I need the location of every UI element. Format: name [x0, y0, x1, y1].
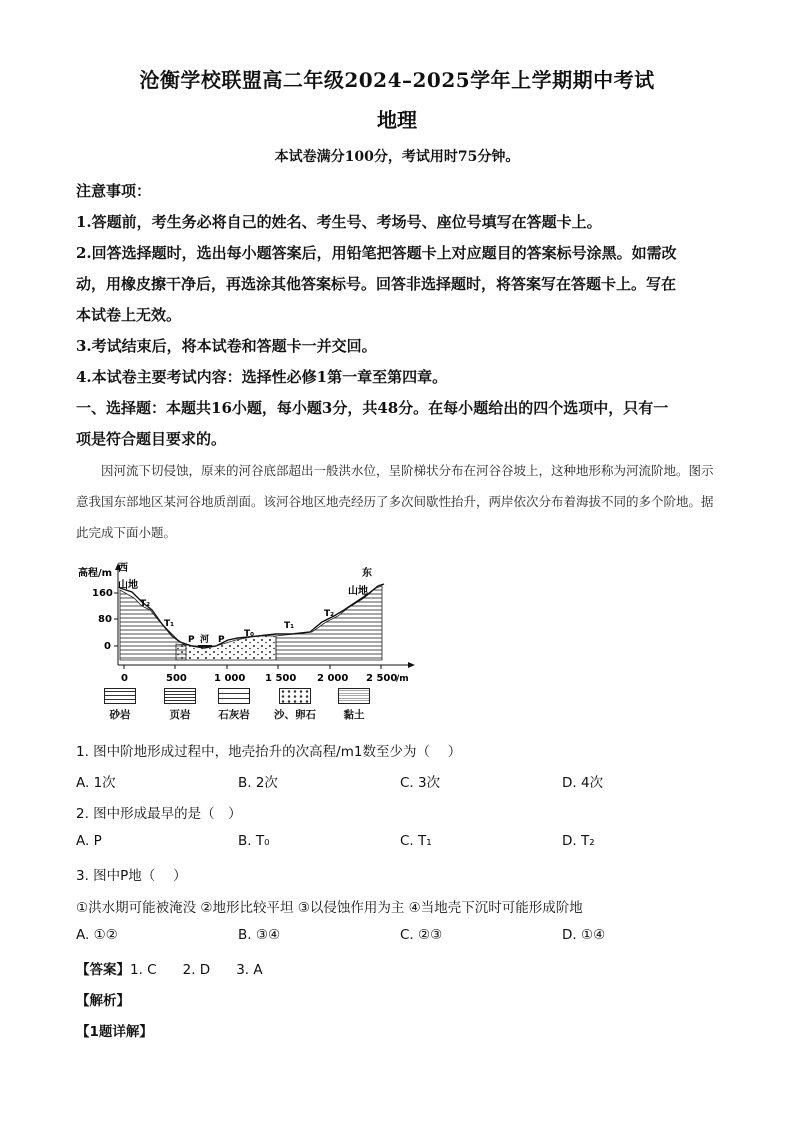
answer-2: 2. D — [182, 962, 211, 978]
q1-option-a: A. 1次 — [76, 775, 116, 791]
passage: 因河流下切侵蚀，原来的河谷底部超出一般洪水位，呈阶梯状分布在河谷谷坡上，这种地形称为河流阶地。图示意我国东部地区某河谷地质剖面。该河谷地区地壳经历了多次间歇性抬升，两岸依次分布着海拔不同的多个阶地。据此完成下面小题。 — [76, 463, 714, 540]
limestone-swatch — [218, 688, 250, 704]
answer-label: 【答案】 — [76, 962, 130, 978]
q3-option-d: D. ①④ — [562, 927, 606, 943]
x-tick-1000: 1 000 — [214, 673, 246, 684]
y-tick-80: 80 — [98, 614, 112, 625]
exam-title: 沧衡学校联盟高二年级2024–2025学年上学期期中考试 — [139, 68, 655, 92]
terrace-t2-left: T₂ — [140, 599, 151, 609]
q2-option-b: B. T₀ — [238, 833, 270, 849]
river-label: 河 — [200, 635, 210, 645]
y-axis-label: 高程/m — [78, 568, 113, 579]
answer-1: 1. C — [130, 962, 157, 978]
legend-gravel: 沙、卵石 — [274, 688, 316, 722]
q3-option-b: B. ③④ — [238, 927, 281, 943]
q2-option-d: D. T₂ — [562, 833, 595, 849]
east-label: 东 — [362, 568, 372, 579]
legend-clay: 黏土 — [338, 688, 370, 722]
x-tick-2500: 2 500 — [366, 673, 398, 684]
x-axis-unit: /m — [396, 674, 409, 684]
q1-option-b: B. 2次 — [238, 775, 278, 791]
exam-info: 本试卷满分100分，考试用时75分钟。 — [274, 149, 520, 165]
x-tick-2000: 2 000 — [317, 673, 349, 684]
question-1-stem: 1. 图中阶地形成过程中，地壳抬升的次高程/m1数至少为（ ） — [76, 744, 462, 760]
terrace-t2-right: T₂ — [324, 609, 335, 619]
notice-item-2-cont: 动，用橡皮擦干净后，再选涂其他答案标号。回答非选择题时，将答案写在答题卡上。写在 — [76, 275, 677, 293]
p-left-label: P — [188, 635, 195, 645]
legend-sandstone: 砂岩 — [104, 688, 136, 722]
y-tick-0: 0 — [104, 641, 111, 652]
terrace-t0: T₀ — [244, 629, 255, 639]
question-2-stem: 2. 图中形成最早的是（ ） — [76, 806, 242, 822]
terrace-t1-left: T₁ — [164, 619, 175, 629]
detail-label: 【1题详解】 — [76, 1024, 153, 1040]
notice-item-1: 1.答题前，考生务必将自己的姓名、考生号、考场号、座位号填写在答题卡上。 — [76, 213, 602, 231]
right-mountain-label: 山地 — [348, 586, 368, 597]
question-3-statements: ①洪水期可能被淹没 ②地形比较平坦 ③以侵蚀作用为主 ④当地壳下沉时可能形成阶地 — [76, 900, 583, 916]
left-mountain-label: 山地 — [118, 580, 138, 591]
section-heading: 一、选择题：本题共16小题，每小题3分，共48分。在每小题给出的四个选项中，只有一 — [76, 399, 669, 417]
answer-3: 3. A — [236, 962, 263, 978]
notice-item-3: 3.考试结束后，将本试卷和答题卡一并交回。 — [76, 337, 377, 355]
notice-item-4: 4.本试卷主要考试内容：选择性必修1第一章至第四章。 — [76, 368, 448, 386]
question-3-stem: 3. 图中P地（ ） — [76, 868, 187, 884]
p-right-label: P — [218, 635, 225, 645]
legend-shale: 页岩 — [164, 688, 196, 722]
clay-swatch — [338, 688, 370, 704]
analysis-label: 【解析】 — [76, 993, 130, 1009]
x-tick-0: 0 — [121, 673, 128, 684]
q3-option-a: A. ①② — [76, 927, 118, 943]
notice-item-2: 2.回答选择题时，选出每小题答案后，用铅笔把答题卡上对应题目的答案标号涂黑。如需改 — [76, 244, 677, 262]
west-label: 西 — [118, 563, 128, 574]
notice-heading: 注意事项： — [76, 182, 152, 200]
x-tick-500: 500 — [166, 673, 187, 684]
q2-option-a: A. P — [76, 833, 102, 849]
q2-option-c: C. T₁ — [400, 833, 432, 849]
section-heading-cont: 项是符合题目要求的。 — [76, 430, 227, 448]
terrace-t1-right: T₁ — [284, 621, 295, 631]
subject-title: 地理 — [377, 108, 417, 132]
gravel-swatch — [279, 688, 311, 704]
q1-option-d: D. 4次 — [562, 775, 604, 791]
x-tick-1500: 1 500 — [265, 673, 297, 684]
notice-item-2-end: 本试卷上无效。 — [76, 306, 182, 324]
legend-limestone: 石灰岩 — [218, 688, 250, 722]
q3-option-c: C. ②③ — [400, 927, 443, 943]
shale-swatch — [164, 688, 196, 704]
answer-line — [76, 958, 263, 978]
q1-option-c: C. 3次 — [400, 775, 441, 791]
sandstone-swatch — [104, 688, 136, 704]
y-tick-160: 160 — [92, 588, 113, 599]
